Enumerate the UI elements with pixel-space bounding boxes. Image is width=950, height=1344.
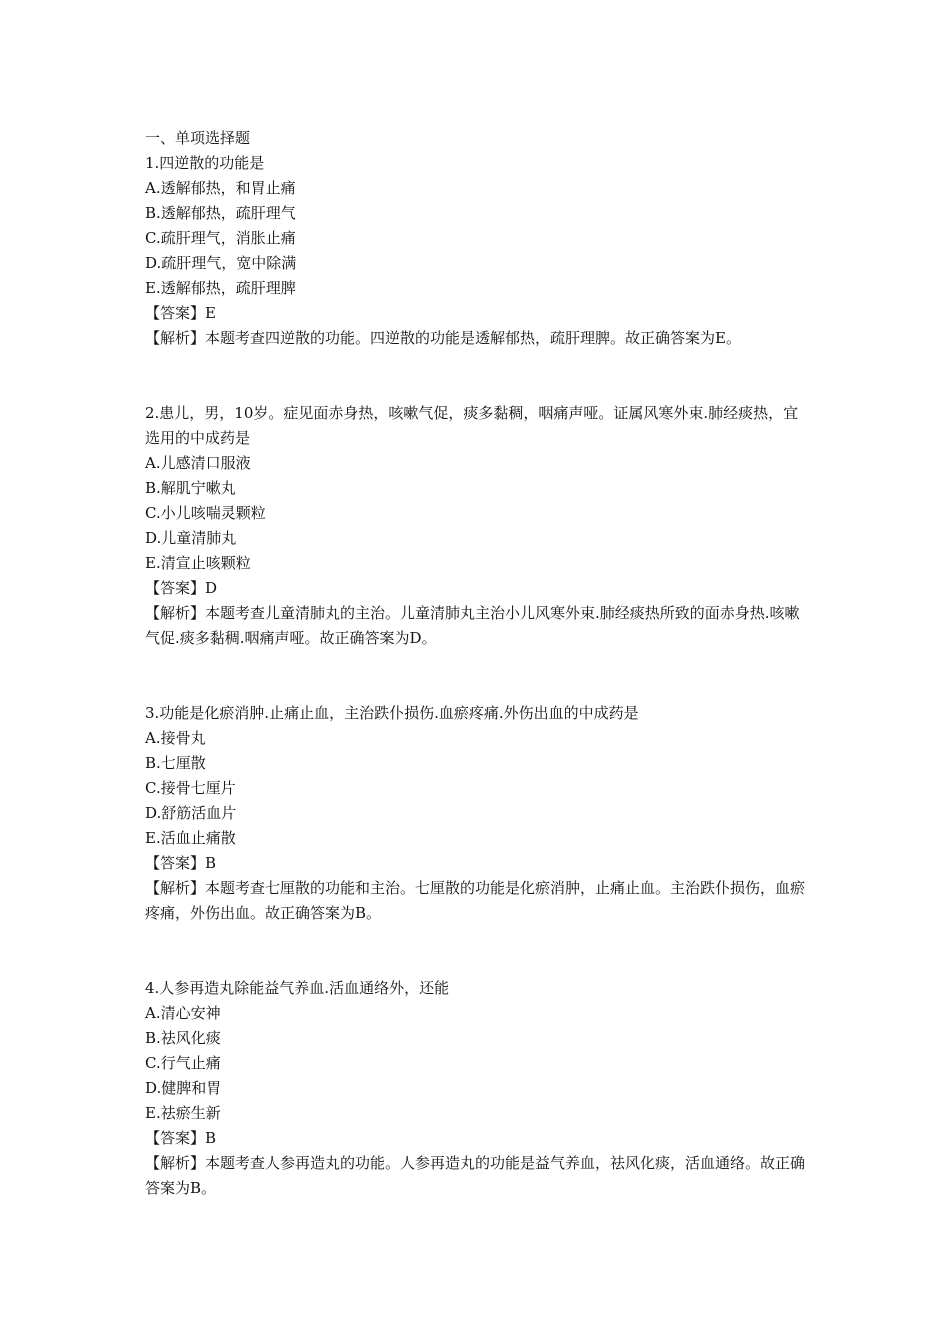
option-a: A.透解郁热，和胃止痛 [145, 179, 296, 197]
question-3 [145, 701, 810, 926]
option-e: E.透解郁热，疏肝理脾 [145, 279, 296, 297]
question-stem: 3.功能是化瘀消肿.止痛止血，主治跌仆损伤.血瘀疼痛.外伤出血的中成药是 [145, 704, 639, 722]
option-e: E.祛瘀生新 [145, 1104, 221, 1122]
question-stem: 2.患儿，男，10岁。症见面赤身热，咳嗽气促，痰多黏稠，咽痛声哑。证属风寒外束.肺经痰热，宜选用的中成药是 [145, 404, 799, 447]
analysis-text: 【解析】本题考查四逆散的功能。四逆散的功能是透解郁热，疏肝理脾。故正确答案为E。 [145, 329, 741, 347]
option-d: D.健脾和胃 [145, 1079, 222, 1097]
question-2 [145, 401, 810, 651]
analysis-text: 【解析】本题考查七厘散的功能和主治。七厘散的功能是化瘀消肿，止痛止血。主治跌仆损伤，血瘀疼痛，外伤出血。故正确答案为B。 [145, 879, 806, 922]
option-a: A.儿感清口服液 [145, 454, 251, 472]
analysis-text: 【解析】本题考查儿童清肺丸的主治。儿童清肺丸主治小儿风寒外束.肺经痰热所致的面赤身热.咳嗽气促.痰多黏稠.咽痛声哑。故正确答案为D。 [145, 604, 800, 647]
option-b: B.解肌宁嗽丸 [145, 479, 236, 497]
answer-line: 【答案】B [145, 1129, 217, 1147]
document-page [145, 126, 810, 1251]
question-4 [145, 976, 810, 1201]
question-1 [145, 151, 810, 351]
option-c: C.疏肝理气，消胀止痛 [145, 229, 296, 247]
option-a: A.清心安神 [145, 1004, 221, 1022]
option-e: E.活血止痛散 [145, 829, 236, 847]
section-title: 一、单项选择题 [145, 129, 251, 147]
answer-line: 【答案】E [145, 304, 216, 322]
option-b: B.透解郁热，疏肝理气 [145, 204, 296, 222]
option-d: D.儿童清肺丸 [145, 529, 237, 547]
question-stem: 1.四逆散的功能是 [145, 154, 265, 172]
option-b: B.七厘散 [145, 754, 206, 772]
option-e: E.清宣止咳颗粒 [145, 554, 251, 572]
question-stem: 4.人参再造丸除能益气养血.活血通络外，还能 [145, 979, 450, 997]
answer-line: 【答案】B [145, 854, 217, 872]
option-c: C.小儿咳喘灵颗粒 [145, 504, 266, 522]
option-c: C.接骨七厘片 [145, 779, 236, 797]
analysis-text: 【解析】本题考查人参再造丸的功能。人参再造丸的功能是益气养血，祛风化痰，活血通络。故正确答案为B。 [145, 1154, 806, 1197]
option-b: B.祛风化痰 [145, 1029, 221, 1047]
option-d: D.疏肝理气，宽中除满 [145, 254, 297, 272]
option-c: C.行气止痛 [145, 1054, 221, 1072]
option-a: A.接骨丸 [145, 729, 206, 747]
answer-line: 【答案】D [145, 579, 218, 597]
option-d: D.舒筋活血片 [145, 804, 237, 822]
